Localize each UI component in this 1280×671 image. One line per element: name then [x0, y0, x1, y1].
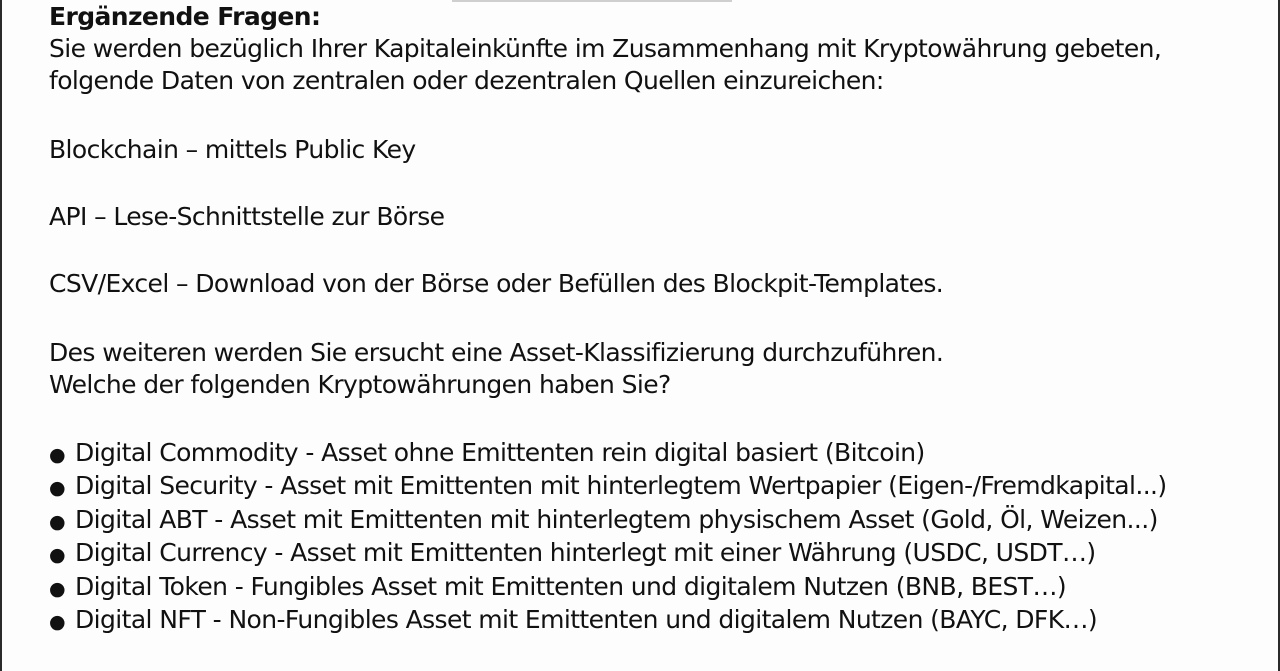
bullet-icon: ● [49, 610, 65, 633]
asset-class-list [49, 436, 1167, 636]
section-heading: Ergänzende Fragen: [49, 2, 321, 31]
list-item [49, 536, 1167, 569]
list-item [49, 603, 1167, 636]
list-item [49, 469, 1167, 502]
asset-class-commodity: Digital Commodity - Asset ohne Emittenten rein digital basiert (Bitcoin) [75, 438, 925, 467]
bullet-icon: ● [49, 510, 65, 533]
list-item [49, 503, 1167, 536]
bullet-icon: ● [49, 577, 65, 600]
asset-class-currency: Digital Currency - Asset mit Emittenten hinterlegt mit einer Währung (USDC, USDT…) [75, 538, 1096, 568]
intro-line-2: folgende Daten von zentralen oder dezentralen Quellen einzureichen: [49, 66, 884, 95]
source-blockchain: Blockchain – mittels Public Key [49, 135, 416, 164]
bullet-icon: ● [49, 477, 65, 500]
bullet-icon: ● [49, 444, 65, 466]
bullet-icon: ● [49, 544, 65, 567]
intro-line-1: Sie werden bezüglich Ihrer Kapitaleinkünfte im Zusammenhang mit Kryptowährung gebeten, [49, 34, 1162, 63]
list-item [49, 570, 1167, 603]
asset-class-security: Digital Security - Asset mit Emittenten mit hinterlegtem Wertpapier (Eigen-/Fremdkapital...) [75, 471, 1167, 501]
asset-class-nft: Digital NFT - Non-Fungibles Asset mit Emittenten und digitalem Nutzen (BAYC, DFK…) [75, 604, 1098, 634]
classification-line-1: Des weiteren werden Sie ersucht eine Asset-Klassifizierung durchzuführen. [49, 338, 944, 367]
source-api: API – Lese-Schnittstelle zur Börse [49, 202, 445, 231]
classification-line-2: Welche der folgenden Kryptowährungen haben Sie? [49, 370, 671, 399]
top-edge-mark [452, 0, 732, 2]
source-csv-excel: CSV/Excel – Download von der Börse oder Befüllen des Blockpit-Templates. [49, 269, 944, 298]
asset-class-abt: Digital ABT - Asset mit Emittenten mit hinterlegtem physischem Asset (Gold, Öl, Weizen...) [75, 504, 1158, 534]
list-item [49, 436, 1167, 469]
asset-class-token: Digital Token - Fungibles Asset mit Emittenten und digitalem Nutzen (BNB, BEST…) [75, 571, 1067, 601]
